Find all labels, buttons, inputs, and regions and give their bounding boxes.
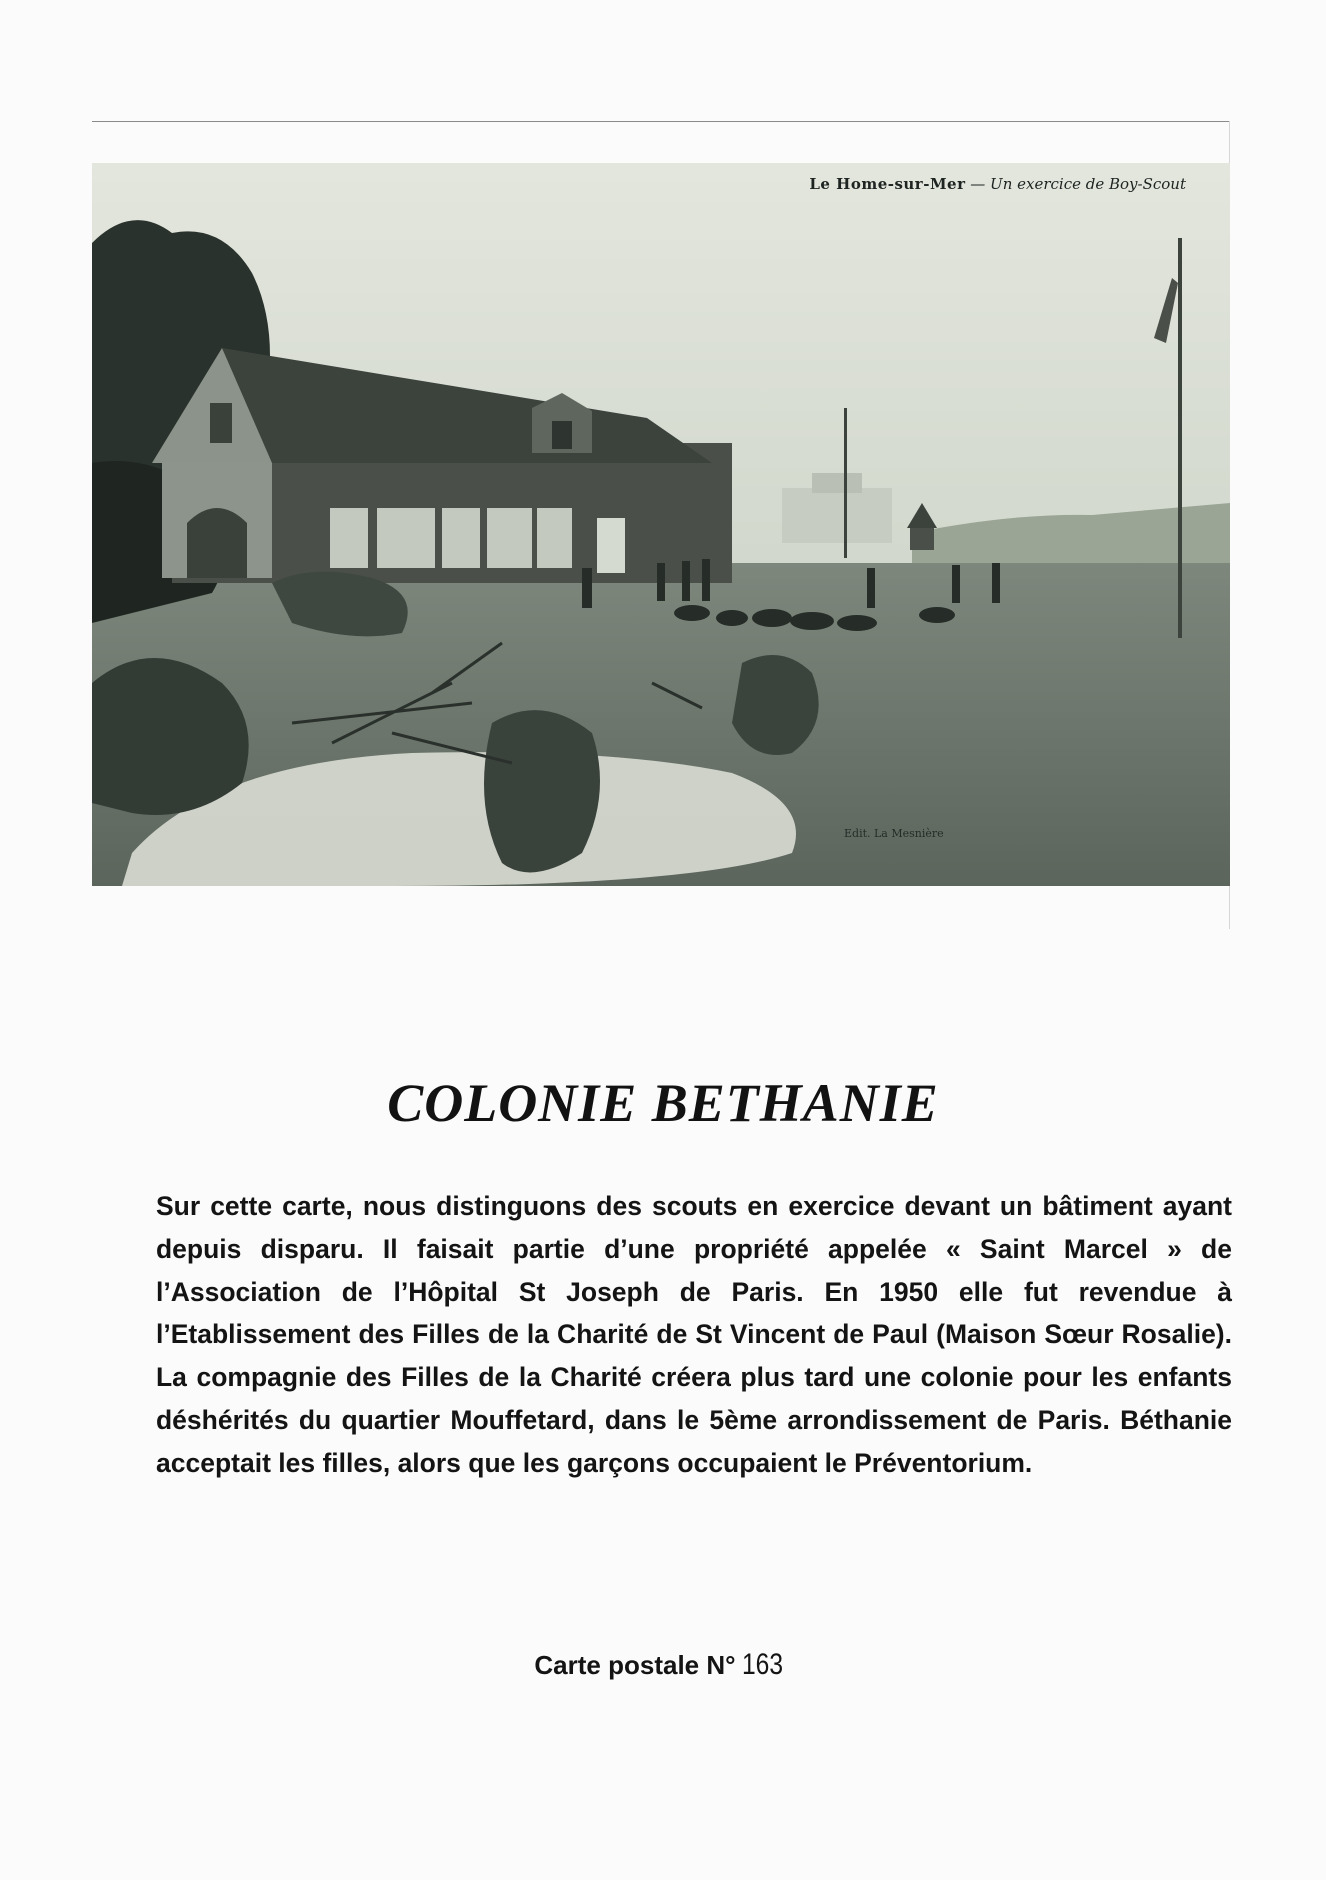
footer-label: Carte postale N° xyxy=(534,1650,736,1680)
top-rule xyxy=(92,121,1230,122)
article-body: Sur cette carte, nous distinguons des scouts en exercice devant un bâtiment ayant depuis disparu. Il faisait partie d’une propriété appelée « Saint Marcel » de l’Association de l’Hôpital St Joseph de Paris. En 1950 elle fut revendue à l’Etablissement des Filles de la Charité de St Vincent de Paul (Maison Sœur Rosalie). La compagnie des Filles de la Charité créera plus tard une colonie pour les enfants déshérités du quartier Mouffetard, dans le 5ème arrondissement de Paris. Béthanie acceptait les filles, alors que les garçons occupaient le Préventorium. xyxy=(156,1191,1232,1478)
caption-description: — Un exercice de Boy-Scout xyxy=(970,175,1186,193)
publisher-imprint: Edit. La Mesnière xyxy=(844,827,944,840)
postcard-number-footer xyxy=(0,1648,1326,1682)
postcard-scene xyxy=(92,163,1230,886)
postcard-photo xyxy=(92,163,1230,886)
page-title: COLONIE BETHANIE xyxy=(387,1073,939,1133)
postcard-number: 163 xyxy=(741,1648,783,1681)
caption-place: Le Home-sur-Mer xyxy=(809,175,966,193)
postcard-caption xyxy=(809,175,1186,193)
